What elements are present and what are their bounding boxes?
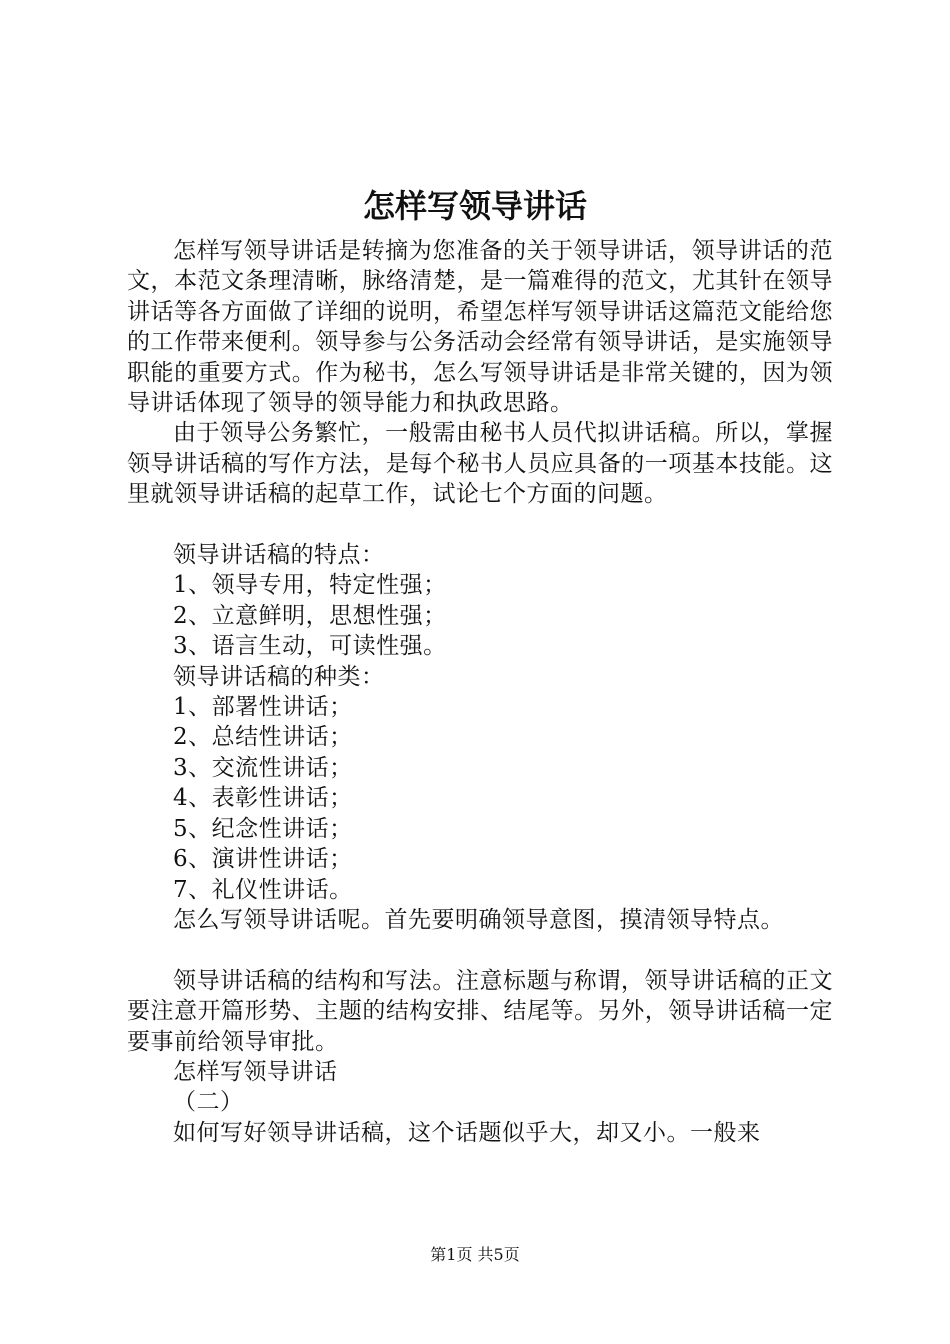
type-item: 4、表彰性讲话； xyxy=(173,785,353,812)
blank-line xyxy=(127,935,833,965)
feature-item: 2、立意鲜明，思想性强； xyxy=(173,602,447,629)
structure-paragraph: 领导讲话稿的结构和写法。注意标题与称谓，领导讲话稿的正文要注意开篇形势、主题的结构安排、结尾等。另外，领导讲话稿一定要事前给领导审批。 xyxy=(127,967,833,1055)
type-item: 1、部署性讲话； xyxy=(173,694,353,721)
type-item: 5、纪念性讲话； xyxy=(173,815,353,842)
section-marker: （二） xyxy=(173,1089,244,1116)
type-item: 3、交流性讲话； xyxy=(173,754,353,781)
type-item: 7、礼仪性讲话。 xyxy=(173,876,353,903)
intro-paragraph: 怎样写领导讲话是转摘为您准备的关于领导讲话，领导讲话的范文，本范文条理清晰，脉络清楚，是一篇难得的范文，尤其针在领导讲话等各方面做了详细的说明，希望怎样写领导讲话这篇范文能给您的工作带来便利。领导参与公务活动会经常有领导讲话，是实施领导职能的重要方式。作为秘书，怎么写领导讲话是非常关键的，因为领导讲话体现了领导的领导能力和执政思路。 xyxy=(127,238,833,417)
blank-line xyxy=(127,510,833,540)
features-heading: 领导讲话稿的特点： xyxy=(173,542,385,569)
document-title: 怎样写领导讲话 xyxy=(362,187,587,225)
type-item: 6、演讲性讲话； xyxy=(173,846,353,873)
page-footer: 第1页 共5页 xyxy=(430,1245,520,1264)
feature-item: 3、语言生动，可读性强。 xyxy=(173,633,447,660)
second-paragraph: 由于领导公务繁忙，一般需由秘书人员代拟讲话稿。所以，掌握领导讲话稿的写作方法，是每个秘书人员应具备的一项基本技能。这里就领导讲话稿的起草工作，试论七个方面的问题。 xyxy=(127,420,833,508)
subtitle: 怎样写领导讲话 xyxy=(173,1058,338,1085)
feature-item: 1、领导专用，特定性强； xyxy=(173,572,447,599)
document-body xyxy=(127,236,833,1148)
closing-paragraph: 如何写好领导讲话稿，这个话题似乎大，却又小。一般来 xyxy=(173,1119,761,1146)
type-item: 2、总结性讲话； xyxy=(173,724,353,751)
how-to-line: 怎么写领导讲话呢。首先要明确领导意图，摸清领导特点。 xyxy=(173,906,784,933)
types-heading: 领导讲话稿的种类： xyxy=(173,663,385,690)
